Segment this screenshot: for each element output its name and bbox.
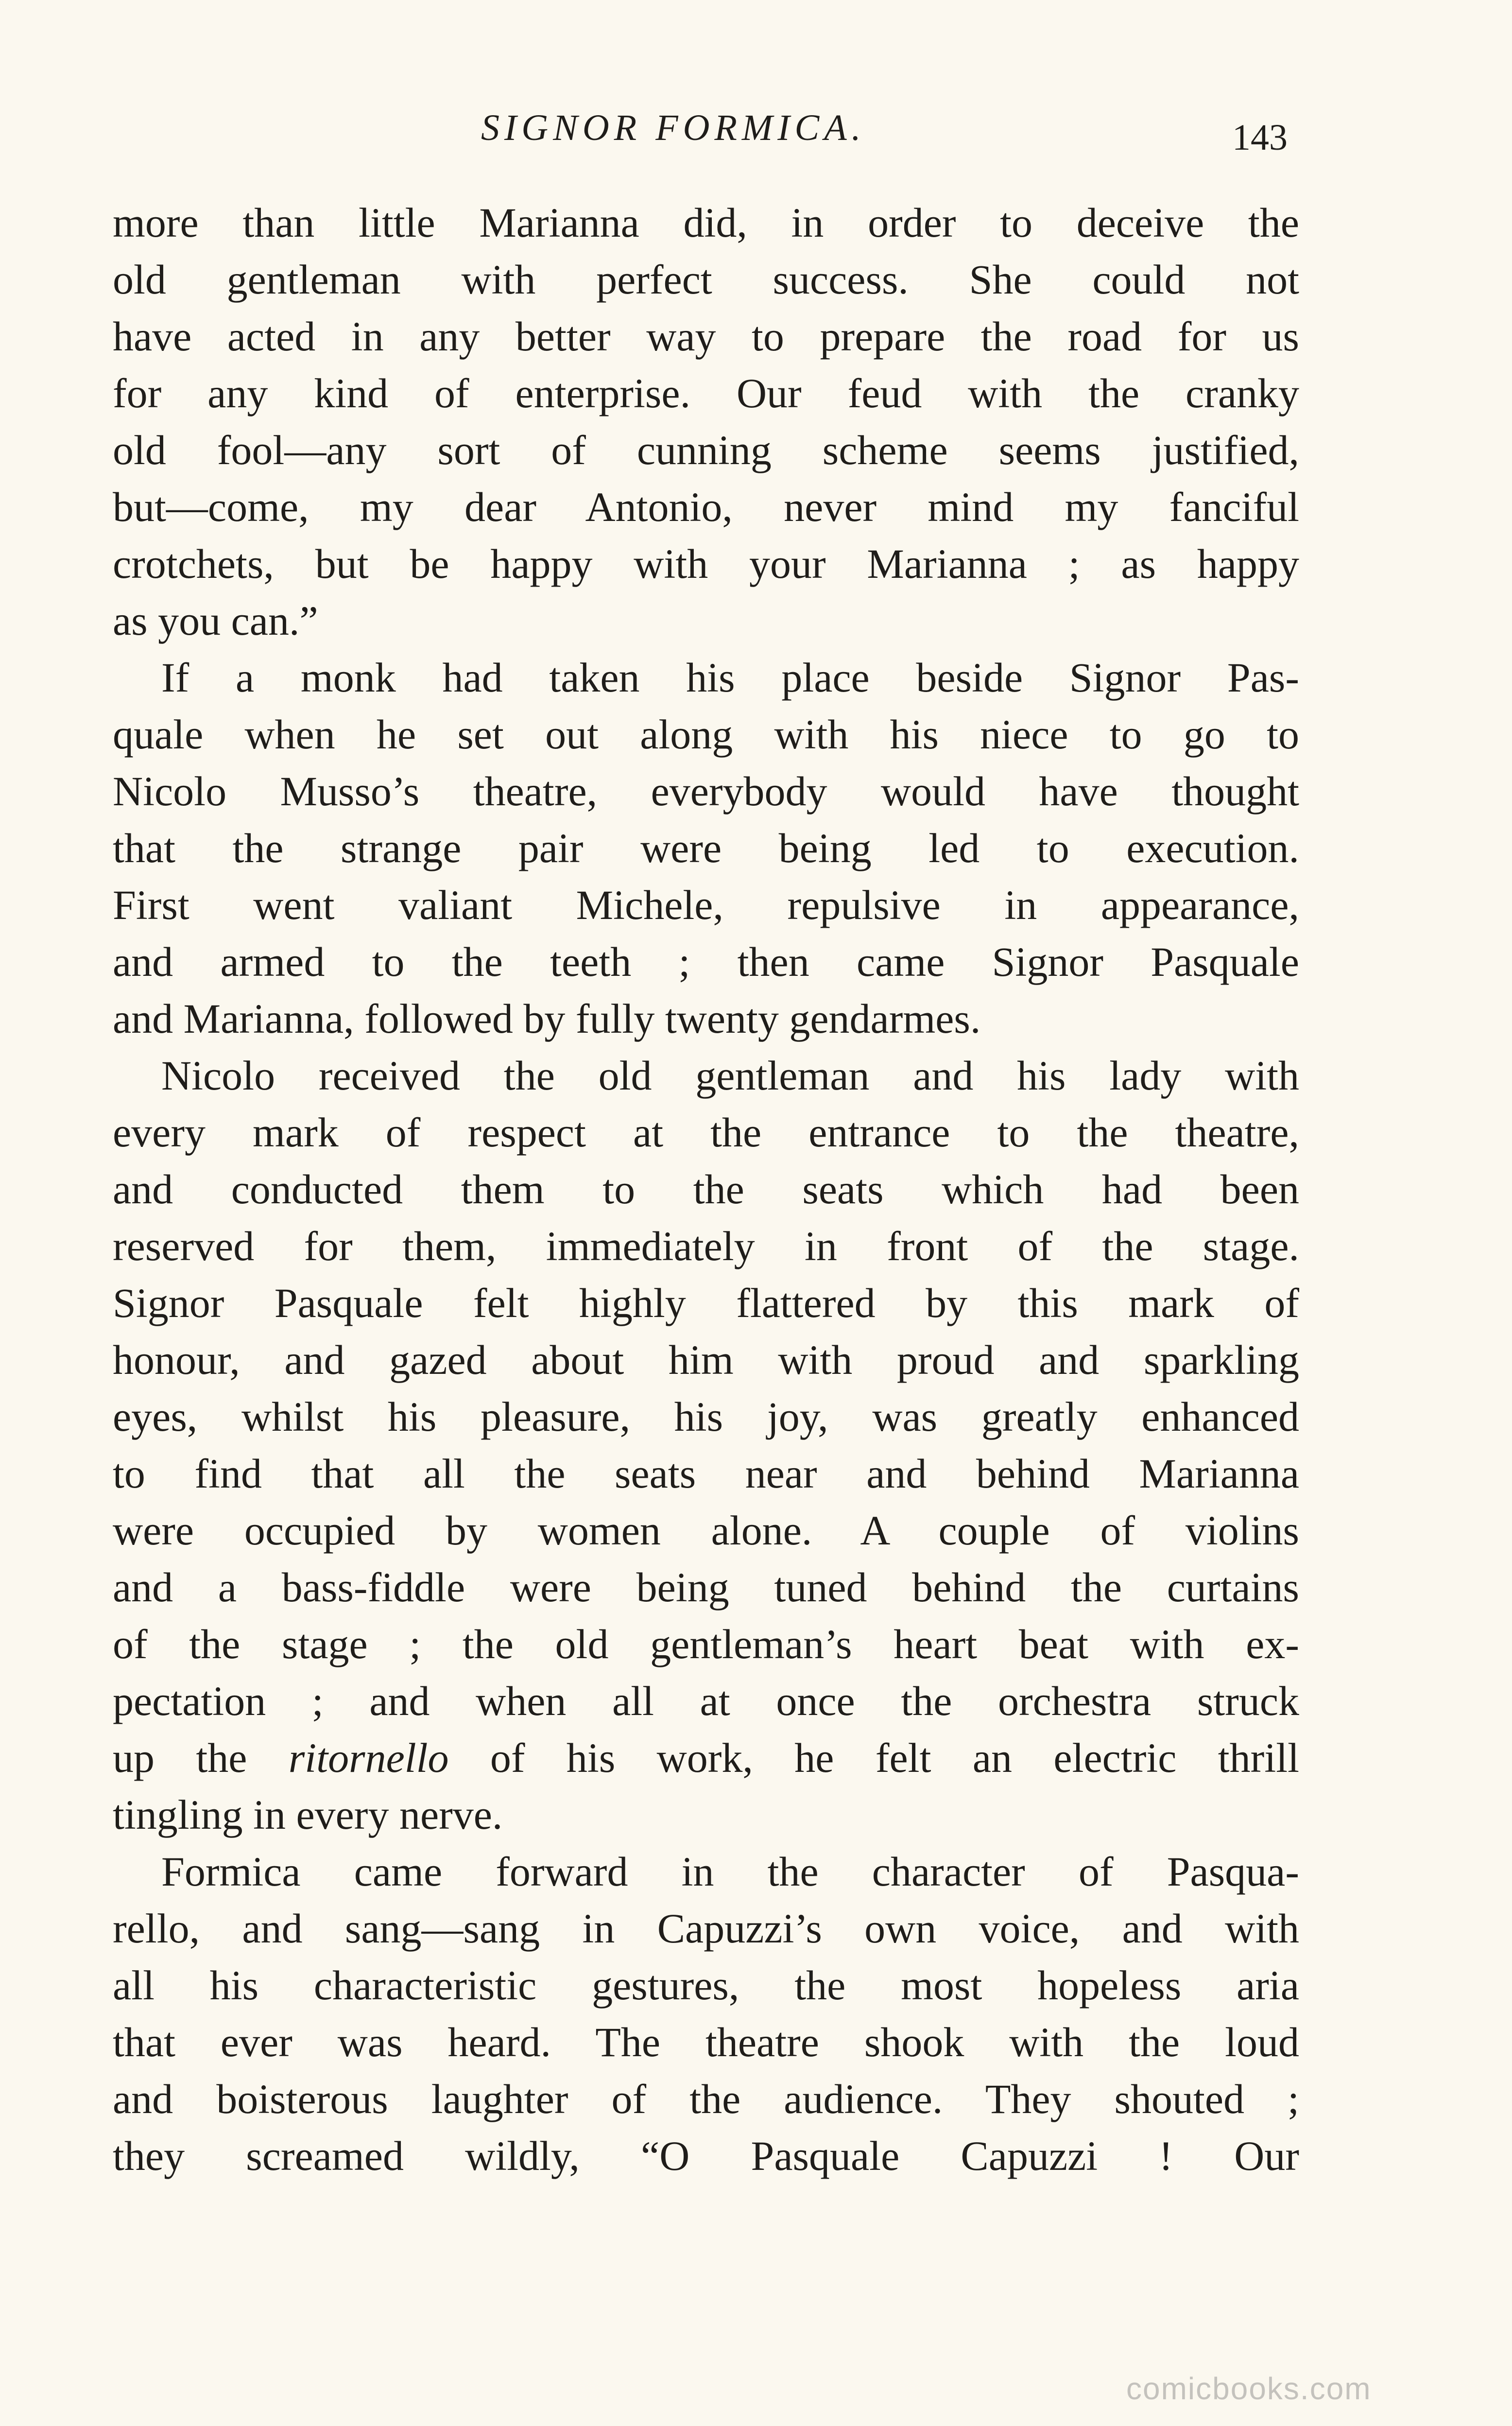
text-line: but—come, my dear Antonio, never mind my fanciful xyxy=(113,484,1299,530)
italic-term: ritornello xyxy=(288,1734,449,1781)
text-line: and conducted them to the seats which had been xyxy=(113,1166,1299,1213)
text-line: that ever was heard. The theatre shook with the loud xyxy=(113,2019,1299,2065)
text-line: more than little Marianna did, in order to deceive the xyxy=(113,199,1299,246)
text-line: quale when he set out along with his niece to go to xyxy=(113,711,1299,758)
text-line: old fool—any sort of cunning scheme seems justified, xyxy=(113,427,1299,473)
text-line: and a bass-fiddle were being tuned behind the curtains xyxy=(113,1564,1299,1611)
italic-line-before: up the xyxy=(113,1734,289,1781)
text-line: as you can.” xyxy=(113,597,318,644)
text-line: of the stage ; the old gentleman’s heart beat with ex- xyxy=(113,1621,1299,1667)
text-line: Formica came forward in the character of Pasqua- xyxy=(161,1848,1299,1895)
page-number: 143 xyxy=(1232,117,1288,158)
text-line-with-italic xyxy=(113,1730,1299,1786)
text-line: Nicolo Musso’s theatre, everybody would have thought xyxy=(113,768,1299,814)
text-line: Nicolo received the old gentleman and his lady with xyxy=(161,1052,1299,1099)
body-text xyxy=(113,194,1299,2184)
watermark: comicbooks.com xyxy=(1126,2371,1372,2406)
text-line: have acted in any better way to prepare the road for us xyxy=(113,313,1299,360)
text-line: and armed to the teeth ; then came Signor Pasquale xyxy=(113,938,1299,985)
italic-line-after: of his work, he felt an electric thrill xyxy=(448,1734,1299,1781)
text-line: for any kind of enterprise. Our feud with the cranky xyxy=(113,370,1299,416)
text-line: they screamed wildly, “O Pasquale Capuzzi ! Our xyxy=(113,2132,1299,2179)
text-line: tingling in every nerve. xyxy=(113,1791,503,1838)
text-line: First went valiant Michele, repulsive in appearance, xyxy=(113,882,1299,928)
text-line: reserved for them, immediately in front of the stage. xyxy=(113,1223,1299,1269)
text-line: and Marianna, followed by fully twenty gendarmes. xyxy=(113,995,981,1042)
running-head: SIGNOR FORMICA. xyxy=(481,107,866,148)
text-line: were occupied by women alone. A couple of violins xyxy=(113,1507,1299,1554)
text-line: that the strange pair were being led to execution. xyxy=(113,825,1299,871)
text-line: eyes, whilst his pleasure, his joy, was greatly enhanced xyxy=(113,1393,1299,1440)
text-line: rello, and sang—sang in Capuzzi’s own voice, and with xyxy=(113,1905,1299,1952)
text-line: to find that all the seats near and behind Marianna xyxy=(113,1450,1299,1497)
text-line: all his characteristic gestures, the most hopeless aria xyxy=(113,1962,1299,2009)
text-line: every mark of respect at the entrance to the theatre, xyxy=(113,1109,1299,1156)
page-header xyxy=(0,107,1512,160)
text-line: Signor Pasquale felt highly flattered by this mark of xyxy=(113,1280,1299,1326)
text-line: pectation ; and when all at once the orchestra struck xyxy=(113,1678,1299,1724)
text-line: honour, and gazed about him with proud and sparkling xyxy=(113,1336,1299,1383)
text-line: old gentleman with perfect success. She could not xyxy=(113,256,1299,303)
text-line: crotchets, but be happy with your Marianna ; as happy xyxy=(113,540,1299,587)
text-line: and boisterous laughter of the audience. They shouted ; xyxy=(113,2076,1299,2122)
text-line: If a monk had taken his place beside Signor Pas- xyxy=(161,654,1299,701)
